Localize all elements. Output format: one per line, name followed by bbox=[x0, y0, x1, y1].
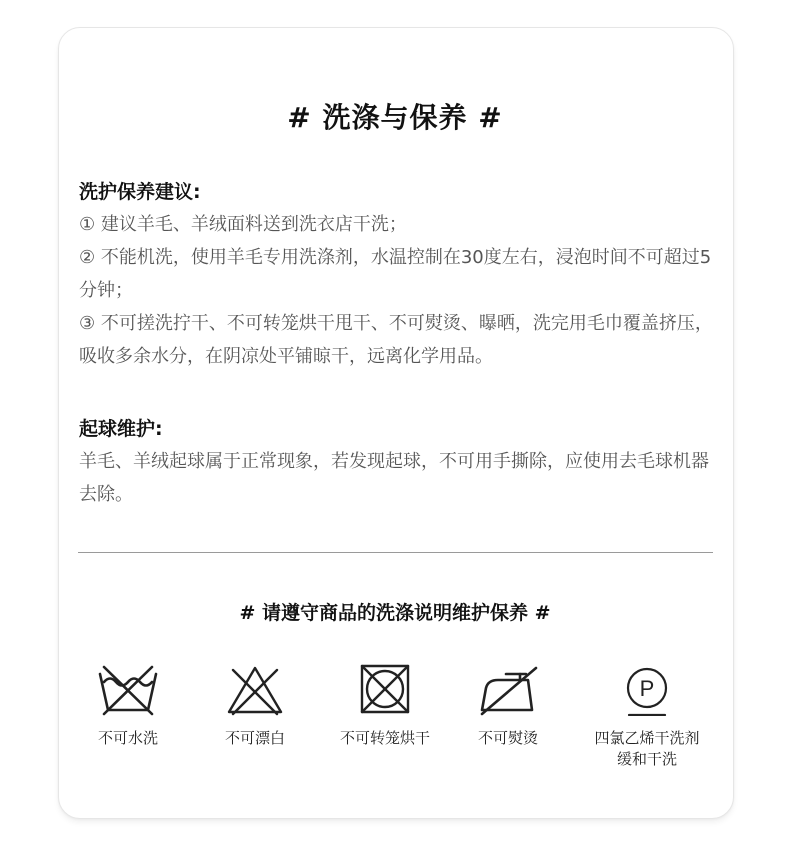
pilling-section bbox=[79, 413, 719, 511]
no-bleach-icon bbox=[223, 664, 287, 716]
no-tumble-dry-icon bbox=[353, 664, 417, 716]
care-advice-line-3: ③ 不可搓洗拧干、不可转笼烘干甩干、不可熨烫、曝晒，洗完用毛巾覆盖挤压，吸收多余水分，在阴凉处平铺晾干，远离化学用品。 bbox=[79, 313, 713, 367]
dry-clean-p-label-line2: 缓和干洗 bbox=[616, 750, 677, 768]
dry-clean-p-icon bbox=[615, 664, 679, 716]
divider bbox=[78, 552, 713, 553]
care-symbol-dry-clean-p bbox=[584, 664, 710, 770]
no-wash-label: 不可水洗 bbox=[97, 729, 158, 747]
care-symbol-no-iron bbox=[446, 664, 570, 749]
care-symbol-no-wash bbox=[66, 664, 190, 749]
pilling-text: 羊毛、羊绒起球属于正常现象，若发现起球，不可用手撕除，应使用去毛球机器去除。 bbox=[79, 451, 709, 505]
page-title: # 洗涤与保养 # bbox=[287, 101, 503, 134]
care-advice-section bbox=[79, 176, 719, 373]
no-bleach-label: 不可漂白 bbox=[224, 729, 285, 747]
dry-clean-p-label-line1: 四氯乙烯干洗剂 bbox=[594, 729, 700, 747]
care-symbol-no-bleach bbox=[193, 664, 317, 749]
dry-clean-p-label bbox=[584, 728, 710, 770]
care-advice-line-1: ① 建议羊毛、羊绒面料送到洗衣店干洗； bbox=[79, 214, 407, 235]
care-symbols-title: # 请遵守商品的洗涤说明维护保养 # bbox=[239, 602, 551, 624]
no-iron-label: 不可熨烫 bbox=[477, 729, 538, 747]
no-iron-icon bbox=[476, 664, 540, 716]
care-advice-heading: 洗护保养建议: bbox=[79, 181, 201, 203]
pilling-heading: 起球维护: bbox=[79, 418, 163, 440]
no-tumble-dry-label: 不可转笼烘干 bbox=[339, 729, 430, 747]
care-advice-line-2: ② 不能机洗，使用羊毛专用洗涤剂，水温控制在30度左右，浸泡时间不可超过5分钟； bbox=[79, 247, 712, 301]
care-symbol-no-tumble-dry bbox=[323, 664, 447, 749]
no-wash-icon bbox=[96, 664, 160, 716]
svg-text:P: P bbox=[639, 676, 655, 701]
